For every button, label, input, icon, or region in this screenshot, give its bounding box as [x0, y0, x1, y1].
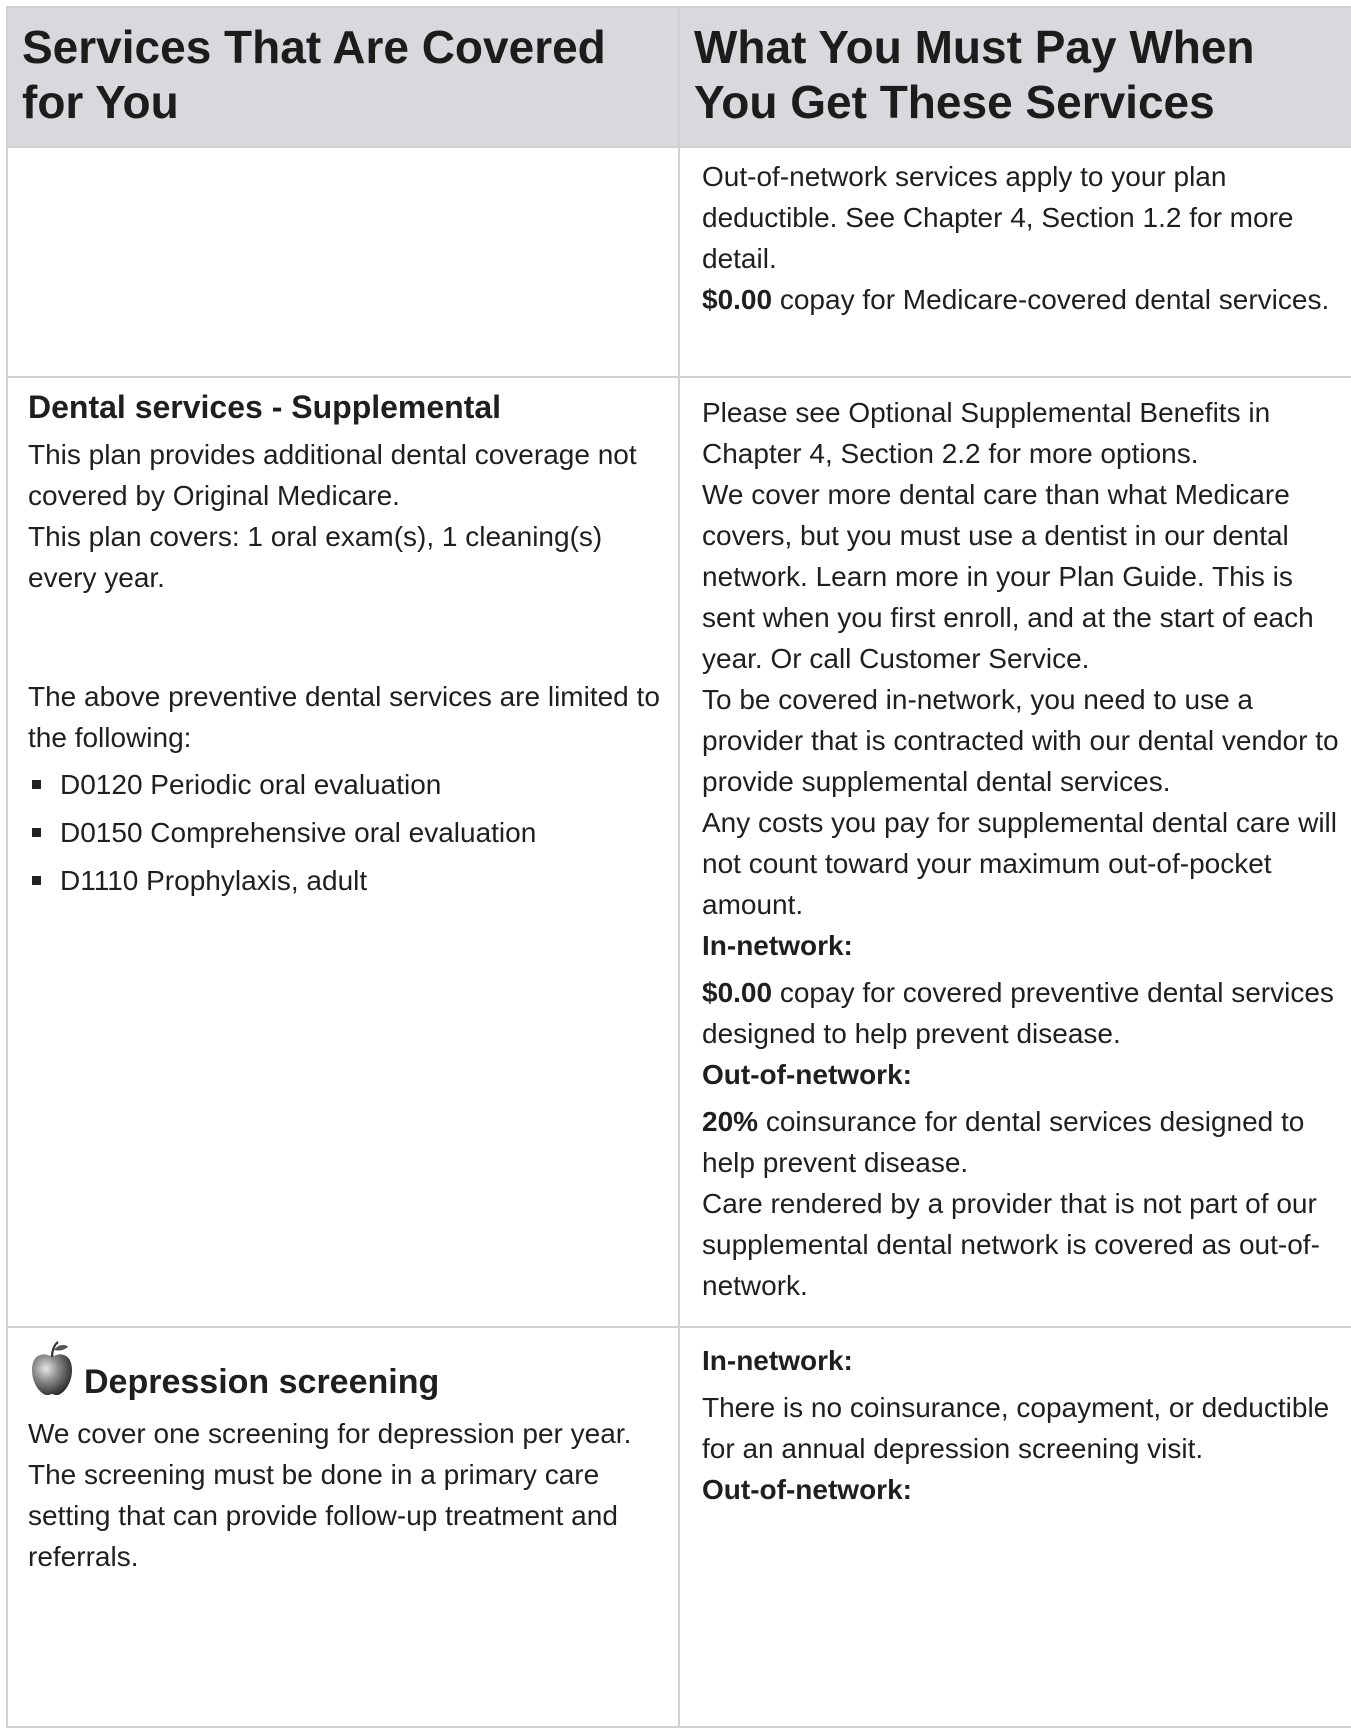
- table-header-row: [7, 7, 1351, 147]
- dental-plan-covers: This plan covers: 1 oral exam(s), 1 cleaning(s) every year.: [28, 521, 603, 593]
- header-services-covered: Services That Are Covered for You: [7, 7, 679, 147]
- in-network-copay: [702, 972, 1341, 1054]
- copay-text: copay for covered preventive dental services designed to help prevent disease.: [702, 977, 1334, 1049]
- max-out-of-pocket-note: Any costs you pay for supplemental dental care will not count toward your maximum out-of-pocket amount.: [702, 807, 1337, 920]
- bullet-square-icon: [32, 780, 41, 789]
- dental-coverage-description: This plan provides additional dental coverage not covered by Original Medicare.: [28, 439, 637, 511]
- depression-screening-description: We cover one screening for depression per year. The screening must be done in a primary care setting that can provide follow-up treatment and referrals.: [28, 1418, 632, 1572]
- row3-left-cell: [7, 1327, 679, 1727]
- coinsurance-amount: 20%: [702, 1106, 759, 1137]
- out-of-network-deductible-note: Out-of-network services apply to your plan deductible. See Chapter 4, Section 1.2 for more detail.: [702, 161, 1294, 274]
- list-item: D0150 Comprehensive oral evaluation: [28, 812, 666, 853]
- dental-limits-intro: The above preventive dental services are limited to the following:: [28, 681, 660, 753]
- table-row: [7, 147, 1351, 377]
- apple-icon: [28, 1340, 76, 1403]
- out-of-network-provider-note: Care rendered by a provider that is not part of our supplemental dental network is covered as out-of-network.: [702, 1188, 1320, 1301]
- benefit-title-depression-screening: Depression screening: [84, 1363, 440, 1401]
- benefit-title-dental-supplemental: Dental services - Supplemental: [28, 389, 502, 425]
- out-of-network-coinsurance: [702, 1101, 1341, 1183]
- list-item: D1110 Prophylaxis, adult: [28, 860, 666, 901]
- bullet-square-icon: [32, 828, 41, 837]
- row2-left-cell: [7, 377, 679, 1327]
- row3-right-cell: [679, 1327, 1351, 1727]
- benefit-title-row: [28, 1340, 666, 1403]
- table-row: [7, 377, 1351, 1327]
- copay-amount: $0.00: [702, 284, 773, 315]
- benefits-table: [6, 6, 1351, 1728]
- dental-codes-list: [28, 764, 666, 901]
- coinsurance-text: coinsurance for dental services designed to help prevent disease.: [702, 1106, 1305, 1178]
- in-network-label: In-network:: [702, 1345, 853, 1376]
- depression-screening-cost: There is no coinsurance, copayment, or deductible for an annual depression screening visit.: [702, 1392, 1330, 1464]
- table-row: [7, 1327, 1351, 1727]
- copay-text: copay for Medicare-covered dental services.: [772, 284, 1330, 315]
- in-network-requirement: To be covered in-network, you need to use a provider that is contracted with our dental vendor to provide supplemental dental services.: [702, 684, 1339, 797]
- in-network-label: In-network:: [702, 930, 853, 961]
- row1-left-cell: [7, 147, 679, 377]
- row1-right-cell: [679, 147, 1351, 377]
- row2-right-cell: [679, 377, 1351, 1327]
- bullet-square-icon: [32, 876, 41, 885]
- dental-network-note: We cover more dental care than what Medicare covers, but you must use a dentist in our dental network. Learn more in your Plan Guide. This is sent when you first enroll, and at the start of each year. Or call Customer Service.: [702, 479, 1314, 674]
- out-of-network-label: Out-of-network:: [702, 1474, 912, 1505]
- medicare-dental-copay: [702, 279, 1341, 320]
- optional-benefits-note: Please see Optional Supplemental Benefits in Chapter 4, Section 2.2 for more options.: [702, 397, 1271, 469]
- copay-amount: $0.00: [702, 977, 773, 1008]
- list-item: D0120 Periodic oral evaluation: [28, 764, 666, 805]
- out-of-network-label: Out-of-network:: [702, 1059, 912, 1090]
- header-what-you-pay: What You Must Pay When You Get These Services: [679, 7, 1351, 147]
